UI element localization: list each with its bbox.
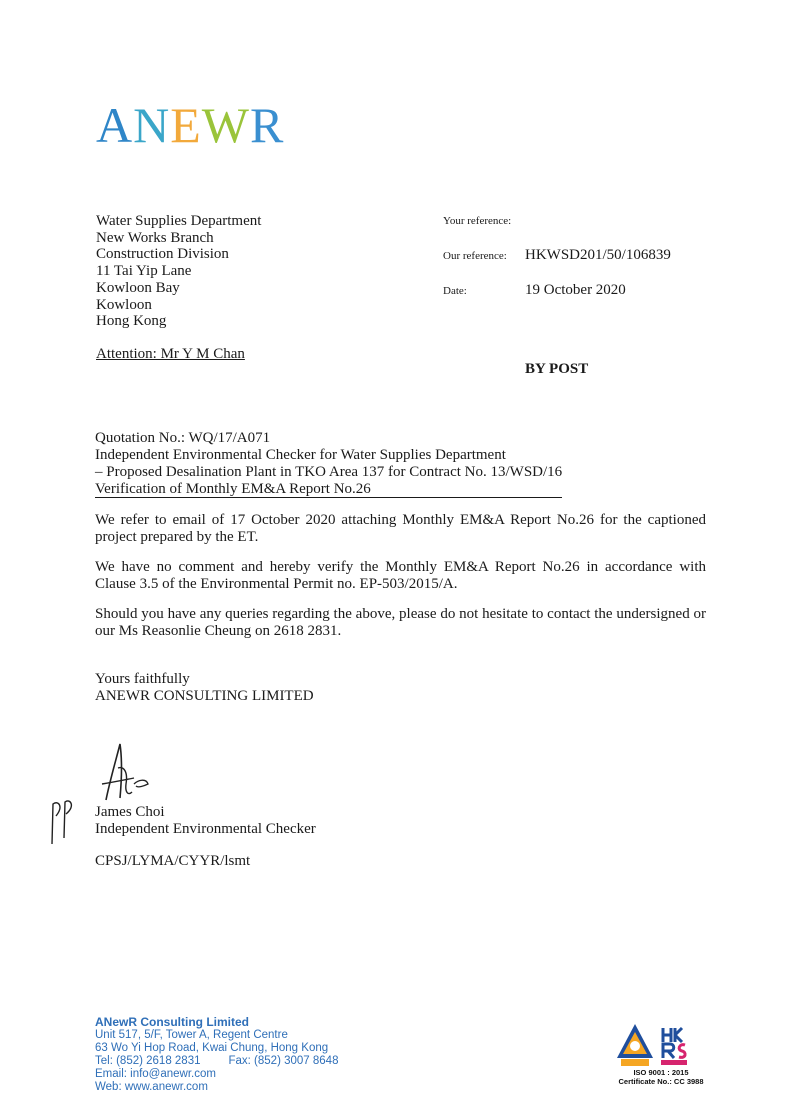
reference-initials: CPSJ/LYMA/CYYR/lsmt <box>95 853 251 869</box>
body-paragraph: We refer to email of 17 October 2020 attaching Monthly EM&A Report No.26 for the captioned project prepared by the ET. <box>95 512 706 545</box>
iso-label: ISO 9001 : 2015 <box>633 1068 689 1077</box>
footer-contact <box>95 1016 338 1094</box>
closing-company: ANEWR CONSULTING LIMITED <box>95 688 314 704</box>
per-pro-mark <box>48 798 78 846</box>
address-line: Construction Division <box>96 246 229 263</box>
body-paragraph: Should you have any queries regarding the above, please do not hesitate to contact the undersigned or our Ms Reasonlie Cheung on 2618 2831. <box>95 606 706 639</box>
our-reference-label: Our reference: <box>443 250 507 262</box>
signer-block <box>95 804 316 838</box>
attention-line: Attention: Mr Y M Chan <box>96 346 245 362</box>
subject-line: Independent Environmental Checker for Water Supplies Department <box>95 447 506 463</box>
subject-line: – Proposed Desalination Plant in TKO Area 137 for Contract No. 13/WSD/16 <box>95 464 563 480</box>
recipient-address <box>96 213 261 330</box>
address-line: 11 Tai Yip Lane <box>96 263 192 280</box>
address-line: Water Supplies Department <box>96 213 262 229</box>
delivery-method: BY POST <box>525 361 589 377</box>
logo-letter: E <box>170 97 202 153</box>
closing-block <box>95 671 314 705</box>
quotation-number: Quotation No.: WQ/17/A071 <box>95 430 271 446</box>
footer-email: Email: info@anewr.com <box>95 1068 216 1080</box>
address-line: New Works Branch <box>96 229 214 246</box>
salutation: Yours faithfully <box>95 671 190 687</box>
address-line: Kowloon <box>96 296 152 313</box>
address-line: Kowloon Bay <box>96 279 180 296</box>
date-value: 19 October 2020 <box>525 282 626 298</box>
logo-letter: A <box>96 97 134 153</box>
footer-fax: Fax: (852) 3007 8648 <box>228 1055 339 1067</box>
logo-letter: N <box>133 97 171 153</box>
date-label: Date: <box>443 285 467 297</box>
hkrs-mark-icon <box>661 1026 687 1065</box>
our-reference-value: HKWSD201/50/106839 <box>525 247 671 263</box>
certification-text <box>606 1068 716 1086</box>
hkqaa-mark-icon <box>617 1024 653 1066</box>
body-paragraph: We have no comment and hereby verify the Monthly EM&A Report No.26 in accordance with Clause 3.5 of the Environmental Permit no. EP-503/2015/A. <box>95 559 706 592</box>
certification-logos <box>615 1022 705 1068</box>
subject-block <box>95 430 562 498</box>
your-reference-label: Your reference: <box>443 215 512 227</box>
logo-letter: R <box>249 97 285 153</box>
address-line: Hong Kong <box>96 313 167 330</box>
certificate-number: Certificate No.: CC 3988 <box>618 1077 704 1086</box>
footer-tel: Tel: (852) 2618 2831 <box>95 1055 201 1067</box>
footer-web: Web: www.anewr.com <box>95 1081 208 1093</box>
footer-address: 63 Wo Yi Hop Road, Kwai Chung, Hong Kong <box>95 1042 329 1054</box>
logo-letter: W <box>201 97 250 153</box>
footer-company: ANewR Consulting Limited <box>95 1015 249 1029</box>
footer-address: Unit 517, 5/F, Tower A, Regent Centre <box>95 1029 288 1041</box>
company-logo <box>96 97 285 153</box>
subject-heading: Verification of Monthly EM&A Report No.26 <box>95 481 562 498</box>
signer-title: Independent Environmental Checker <box>95 821 316 837</box>
signer-name: James Choi <box>95 804 165 820</box>
handwritten-signature <box>98 740 158 805</box>
